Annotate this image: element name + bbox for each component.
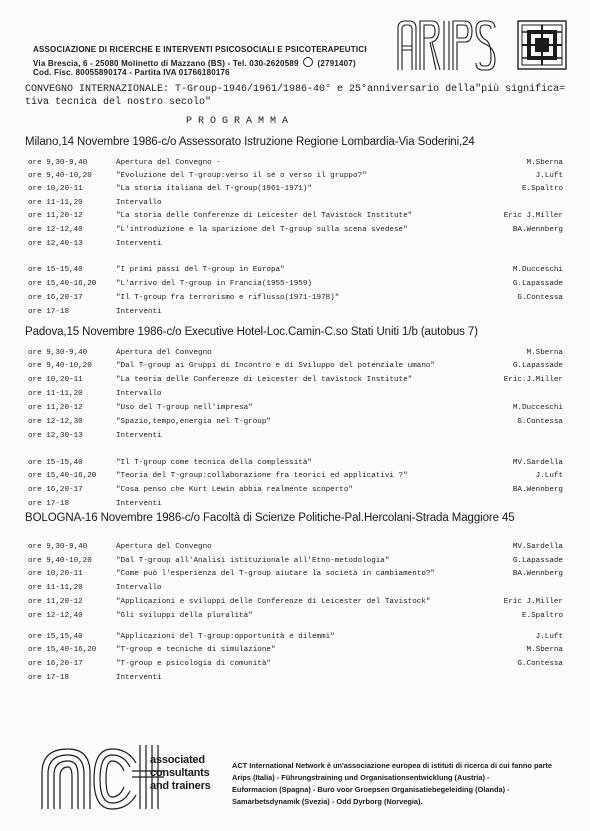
schedule-speaker: G.Contessa [517, 294, 563, 302]
schedule-speaker: BA.Wennberg [512, 486, 563, 494]
schedule-speaker: M.Sberna [526, 349, 563, 357]
act-tagline [150, 754, 211, 793]
schedule-row [28, 646, 563, 658]
schedule-time: ore 16,20-17 [28, 486, 83, 494]
schedule-time: ore 10,20-11 [28, 376, 83, 384]
schedule-speaker: M.Sberna [526, 159, 563, 167]
schedule-time: ore 15,40-16,20 [28, 472, 97, 480]
schedule-title: Interventi [116, 432, 162, 440]
schedule-speaker: J.Luft [535, 633, 563, 641]
schedule-row [28, 660, 563, 672]
schedule-title: "Applicazioni del T-group:opportunità e dilemmi" [116, 633, 335, 641]
schedule-title: "Applicazioni e sviluppi delle Conferenze di Leicester del Tavistock" [116, 598, 431, 606]
schedule-time: ore 15,15,40 [28, 633, 83, 641]
schedule-time: ore 9,40-10,20 [28, 172, 92, 180]
footer-line-2: Arips (Italia) - Führungstraining und Organisationsentwicklung (Austria) - [232, 773, 490, 782]
schedule-title: "L'introduzione e la sparizione del T-group sulla scena svedese" [116, 226, 408, 234]
footer-line-1: ACT International Network è un'associazione europea di istituti di ricerca di cui fanno parte [232, 761, 553, 770]
schedule-title: "Come può l'esperienza del T-group aiutare la società in cambiamento?" [116, 570, 435, 578]
schedule-title: Interventi [116, 308, 162, 316]
schedule-speaker: Eric J.Miller [503, 598, 563, 606]
schedule-speaker: G.Lapassade [512, 362, 563, 370]
schedule-row [28, 294, 563, 306]
schedule-title: "Spazio,tempo,energia nel T-group" [116, 418, 271, 426]
schedule-title: Interventi [116, 500, 162, 508]
schedule-title: Intervallo [116, 199, 162, 207]
schedule-title: "Il T-group fra terrorismo e riflusso(1971-1978)" [116, 294, 340, 302]
schedule-time: ore 17-18 [28, 674, 70, 682]
schedule-row [28, 472, 563, 484]
schedule-time: ore 9,30-9,40 [28, 349, 88, 357]
schedule-time: ore 12,40-13 [28, 240, 83, 248]
schedule-time: ore 11-11,20 [28, 199, 83, 207]
schedule-speaker: BA.Wennberg [512, 226, 563, 234]
programma-title: P R O G R A M M A [186, 116, 289, 127]
schedule-row [28, 240, 563, 252]
schedule-speaker: BA.Wennberg [512, 570, 563, 578]
schedule-time: ore 11,20-12 [28, 404, 83, 412]
schedule-row [28, 280, 563, 292]
schedule-speaker: Eric.J.Miller [503, 376, 563, 384]
schedule-row [28, 308, 563, 320]
schedule-time: ore 12-12,30 [28, 418, 83, 426]
address [33, 57, 356, 68]
schedule-time: ore 16,20-17 [28, 294, 83, 302]
schedule-row [28, 598, 563, 610]
tax-code: Cod. Fisc. 80055890174 - Partita IVA 01766180176 [33, 68, 230, 77]
schedule-time: ore 9,40-10,20 [28, 557, 92, 565]
schedule-row [28, 404, 563, 416]
schedule-title: "Il T-group come tecnica della complessità" [116, 459, 312, 467]
phone-secondary: (2791407) [317, 59, 356, 68]
schedule-row [28, 459, 563, 471]
schedule-time: ore 10,20-11 [28, 185, 83, 193]
schedule-row [28, 185, 563, 197]
schedule-title: "T-group e psicologia di comunità" [116, 660, 271, 668]
schedule-speaker: M.Ducceschi [512, 266, 563, 274]
schedule-row [28, 362, 563, 374]
schedule-row [28, 212, 563, 224]
session-title-padova: Padova,15 Novembre 1986-c/o Executive Hotel-Loc.Camin-C.so Stati Uniti 1/b (autobus 7) [25, 326, 478, 338]
footer-line-4: Samarbetsdynamik (Svezia) - Odd Dyrborg (Norvegia). [232, 797, 423, 806]
schedule-row [28, 674, 563, 686]
act-tagline-2: consultants [150, 767, 210, 779]
session-title-bologna: BOLOGNA-16 Novembre 1986-c/o Facoltà di Scienze Politiche-Pal.Hercolani-Strada Maggiore 45 [25, 512, 515, 524]
association-name: ASSOCIAZIONE DI RICERCHE E INTERVENTI PSICOSOCIALI E PSICOTERAPEUTICI [33, 45, 367, 54]
arips-logo-graphic [395, 18, 507, 72]
schedule-speaker: J.Luft [535, 472, 563, 480]
schedule-row [28, 500, 563, 512]
schedule-speaker: J.Luft [535, 172, 563, 180]
schedule-time: ore 12-12,40 [28, 226, 83, 234]
emblem-graphic [517, 20, 567, 70]
schedule-row [28, 199, 563, 211]
schedule-speaker: G.Contessa [517, 660, 563, 668]
schedule-row [28, 612, 563, 624]
schedule-time: ore 15-15,40 [28, 459, 83, 467]
schedule-time: ore 11,20-12 [28, 212, 83, 220]
schedule-speaker: MV.Sardella [512, 459, 563, 467]
schedule-speaker: G.Lapassade [512, 280, 563, 288]
footer-line-3: Euformacion (Spagna) - Buro voor Groepsen Organisatiebegeleiding (Olanda) - [232, 785, 510, 794]
schedule-speaker: E.Spaltro [521, 185, 563, 193]
convegno-line-1: CONVEGNO INTERNAZIONALE: T-Group-1946/1961/1986-40° e 25°anniversario della"più significa= [25, 84, 566, 95]
schedule-row [28, 633, 563, 645]
schedule-title: "L'arrivo del T-group in Francia(1955-1959) [116, 280, 312, 288]
schedule-title: Interventi [116, 674, 162, 682]
schedule-time: ore 11-11,20 [28, 390, 83, 398]
schedule-time: ore 10,20-11 [28, 570, 83, 578]
emblem-icon [517, 20, 567, 70]
schedule-row [28, 570, 563, 582]
schedule-title: Apertura del Convegno - [116, 159, 221, 167]
schedule-row [28, 543, 563, 555]
schedule-row [28, 349, 563, 361]
arips-logo [395, 18, 507, 72]
schedule-title: "La storia delle Conferenze di Leicester del Tavistock Institute" [116, 212, 413, 220]
schedule-title: "Dal T-group all'Analisi istituzionale all'Etno-metodologia" [116, 557, 390, 565]
schedule-row [28, 584, 563, 596]
schedule-title: "Teoria del T-group:collaborazione fra teorici ed applicativi ?" [116, 472, 408, 480]
schedule-title: Apertura del Convegno [116, 349, 212, 357]
schedule-time: ore 15,40-16,20 [28, 280, 97, 288]
schedule-time: ore 17-18 [28, 500, 70, 508]
schedule-row [28, 159, 563, 171]
schedule-time: ore 11-11,20 [28, 584, 83, 592]
act-tagline-1: associated [150, 754, 205, 766]
session-title-milano: Milano,14 Novembre 1986-c/o Assessorato Istruzione Regione Lombardia-Via Soderini,24 [25, 136, 475, 148]
schedule-title: Interventi [116, 240, 162, 248]
schedule-time: ore 16,20-17 [28, 660, 83, 668]
schedule-title: "I primi passi del T-group in Europa" [116, 266, 285, 274]
schedule-speaker: MV.Sardella [512, 543, 563, 551]
schedule-title: Intervallo [116, 390, 162, 398]
schedule-time: ore 11,20-12 [28, 598, 83, 606]
schedule-row [28, 418, 563, 430]
schedule-time: ore 12-12,40 [28, 612, 83, 620]
convegno-line-2: tiva tecnica del nostro secolo" [25, 97, 212, 108]
schedule-title: "Uso del T-group nell'impresa" [116, 404, 253, 412]
schedule-time: ore 17-18 [28, 308, 70, 316]
schedule-time: ore 9,30-9,40 [28, 543, 88, 551]
schedule-title: "Cosa penso che Kurt Lewin abbia realmente scoperto" [116, 486, 353, 494]
schedule-row [28, 226, 563, 238]
schedule-row [28, 266, 563, 278]
schedule-title: "Evoluzione del T-group:verso il sé o verso il gruppo?" [116, 172, 367, 180]
schedule-time: ore 12,30-13 [28, 432, 83, 440]
schedule-row [28, 172, 563, 184]
schedule-row [28, 390, 563, 402]
schedule-title: "La teoria delle Conferenze di Leicester del tavistock Institute" [116, 376, 413, 384]
schedule-time: ore 15,40-16,20 [28, 646, 97, 654]
schedule-row [28, 432, 563, 444]
schedule-title: Apertura del Convegno [116, 543, 212, 551]
phone-icon [303, 57, 313, 67]
schedule-title: "T-group e tecniche di simulazione" [116, 646, 276, 654]
schedule-speaker: G.Contessa [517, 418, 563, 426]
schedule-title: "Gli sviluppi della pluralità" [116, 612, 253, 620]
schedule-time: ore 9,30-9,40 [28, 159, 88, 167]
schedule-row [28, 486, 563, 498]
schedule-speaker: M.Ducceschi [512, 404, 563, 412]
schedule-time: ore 15-15,40 [28, 266, 83, 274]
schedule-title: "Dal T-group ai Gruppi di Incontro e di Sviluppo del potenziale umano" [116, 362, 435, 370]
schedule-speaker: G.Lapassade [512, 557, 563, 565]
schedule-title: "La storia italiana del T-group(1961-1971)" [116, 185, 312, 193]
address-text: Via Brescia, 6 - 25080 Molinetto di Mazzano (BS) - Tel. 030-2620589 [33, 59, 299, 68]
act-tagline-3: and trainers [150, 780, 211, 792]
schedule-speaker: Eric J.Miller [503, 212, 563, 220]
schedule-row [28, 557, 563, 569]
schedule-speaker: M.Sberna [526, 646, 563, 654]
schedule-speaker: E.Spaltro [521, 612, 563, 620]
schedule-row [28, 376, 563, 388]
schedule-time: ore 9,40-10,20 [28, 362, 92, 370]
schedule-title: Intervallo [116, 584, 162, 592]
